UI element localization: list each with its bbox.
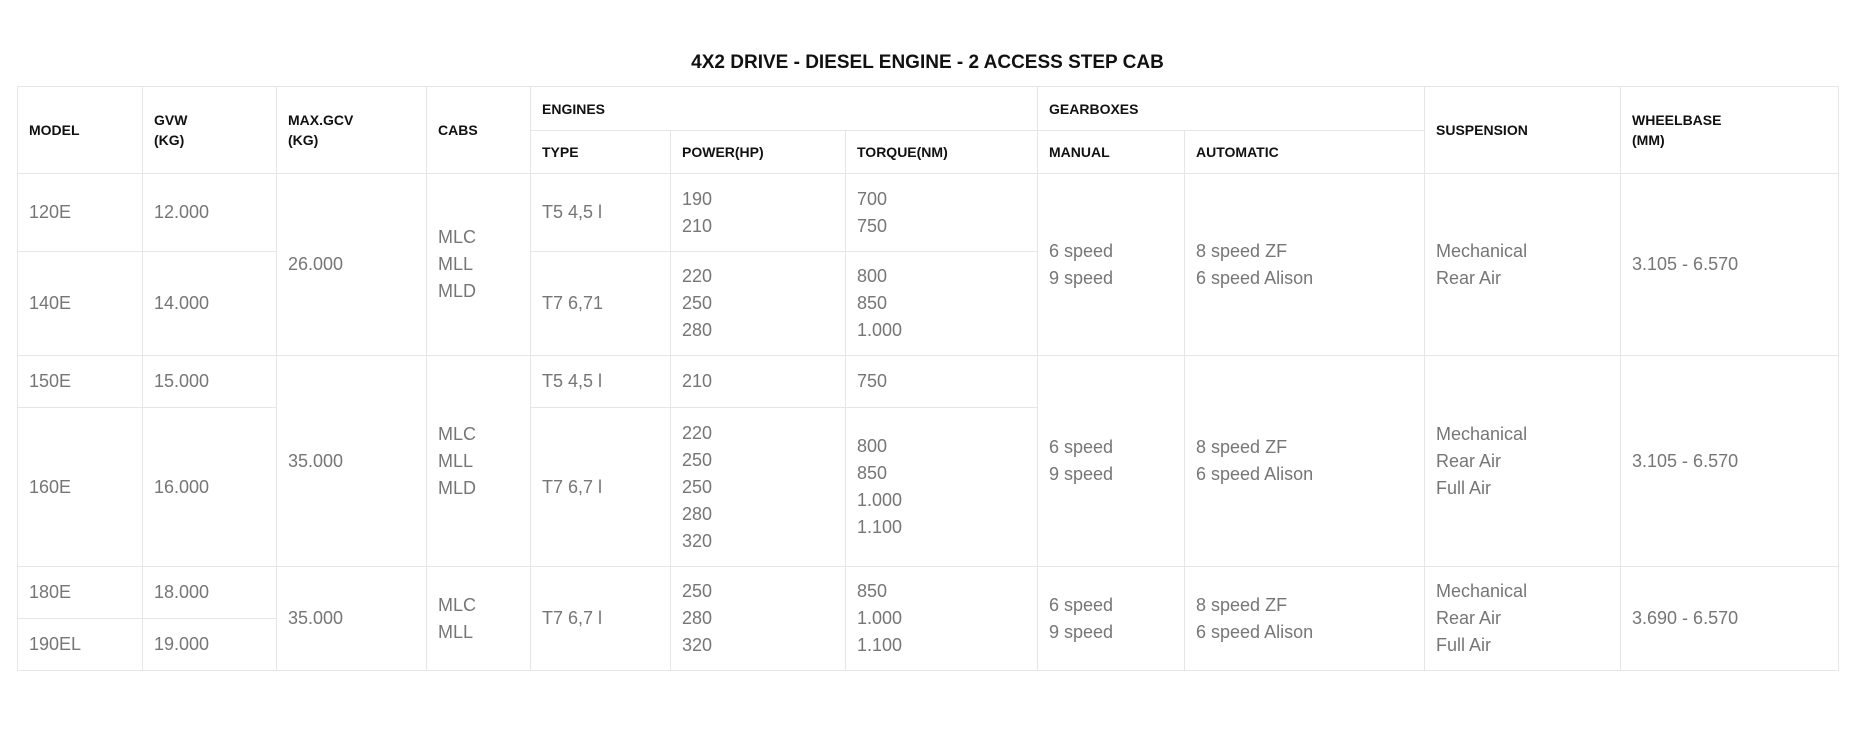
torque-cell: 850 1.000 1.100 [846, 567, 1038, 671]
specs-table [17, 86, 1839, 671]
gvw-cell: 19.000 [143, 619, 277, 671]
manual-gearbox-cell: 6 speed 9 speed [1038, 567, 1185, 671]
torque-cell: 700 750 [846, 174, 1038, 252]
wheelbase-cell: 3.105 - 6.570 [1621, 174, 1839, 356]
model-cell: 140E [18, 252, 143, 356]
automatic-gearbox-cell: 8 speed ZF 6 speed Alison [1185, 567, 1425, 671]
header-torque: TORQUE(NM) [846, 131, 1038, 174]
model-cell: 180E [18, 567, 143, 619]
model-cell: 190EL [18, 619, 143, 671]
header-manual: MANUAL [1038, 131, 1185, 174]
suspension-cell: Mechanical Rear Air Full Air [1425, 567, 1621, 671]
manual-gearbox-cell: 6 speed 9 speed [1038, 174, 1185, 356]
header-automatic: AUTOMATIC [1185, 131, 1425, 174]
cabs-cell: MLC MLL MLD [427, 174, 531, 356]
power-cell: 220 250 250 280 320 [671, 408, 846, 567]
table-row [18, 174, 1839, 252]
engine-type-cell: T7 6,7 l [531, 567, 671, 671]
automatic-gearbox-cell: 8 speed ZF 6 speed Alison [1185, 356, 1425, 567]
engine-type-cell: T5 4,5 l [531, 174, 671, 252]
header-engines: ENGINES [531, 87, 1038, 131]
max-gcv-cell: 35.000 [277, 356, 427, 567]
header-gearboxes: GEARBOXES [1038, 87, 1425, 131]
power-cell: 190 210 [671, 174, 846, 252]
gvw-cell: 12.000 [143, 174, 277, 252]
header-wheelbase: WHEELBASE (MM) [1621, 87, 1839, 174]
header-cabs: CABS [427, 87, 531, 174]
power-cell: 210 [671, 356, 846, 408]
torque-cell: 800 850 1.000 [846, 252, 1038, 356]
cabs-cell: MLC MLL MLD [427, 356, 531, 567]
gvw-cell: 16.000 [143, 408, 277, 567]
wheelbase-cell: 3.105 - 6.570 [1621, 356, 1839, 567]
manual-gearbox-cell: 6 speed 9 speed [1038, 356, 1185, 567]
torque-cell: 800 850 1.000 1.100 [846, 408, 1038, 567]
cabs-cell: MLC MLL [427, 567, 531, 671]
power-cell: 220 250 280 [671, 252, 846, 356]
power-cell: 250 280 320 [671, 567, 846, 671]
table-title: 4X2 DRIVE - DIESEL ENGINE - 2 ACCESS STEP CAB [691, 52, 1164, 73]
engine-type-cell: T5 4,5 l [531, 356, 671, 408]
max-gcv-cell: 26.000 [277, 174, 427, 356]
engine-type-cell: T7 6,71 [531, 252, 671, 356]
wheelbase-cell: 3.690 - 6.570 [1621, 567, 1839, 671]
header-gvw: GVW (KG) [143, 87, 277, 174]
model-cell: 160E [18, 408, 143, 567]
header-power: POWER(HP) [671, 131, 846, 174]
gvw-cell: 15.000 [143, 356, 277, 408]
model-cell: 150E [18, 356, 143, 408]
header-type: TYPE [531, 131, 671, 174]
torque-cell: 750 [846, 356, 1038, 408]
gvw-cell: 14.000 [143, 252, 277, 356]
suspension-cell: Mechanical Rear Air Full Air [1425, 356, 1621, 567]
table-row [18, 567, 1839, 619]
engine-type-cell: T7 6,7 l [531, 408, 671, 567]
automatic-gearbox-cell: 8 speed ZF 6 speed Alison [1185, 174, 1425, 356]
gvw-cell: 18.000 [143, 567, 277, 619]
model-cell: 120E [18, 174, 143, 252]
header-suspension: SUSPENSION [1425, 87, 1621, 174]
header-max-gcv: MAX.GCV (KG) [277, 87, 427, 174]
table-row [18, 356, 1839, 408]
header-row [18, 87, 1839, 131]
max-gcv-cell: 35.000 [277, 567, 427, 671]
suspension-cell: Mechanical Rear Air [1425, 174, 1621, 356]
header-model: MODEL [18, 87, 143, 174]
